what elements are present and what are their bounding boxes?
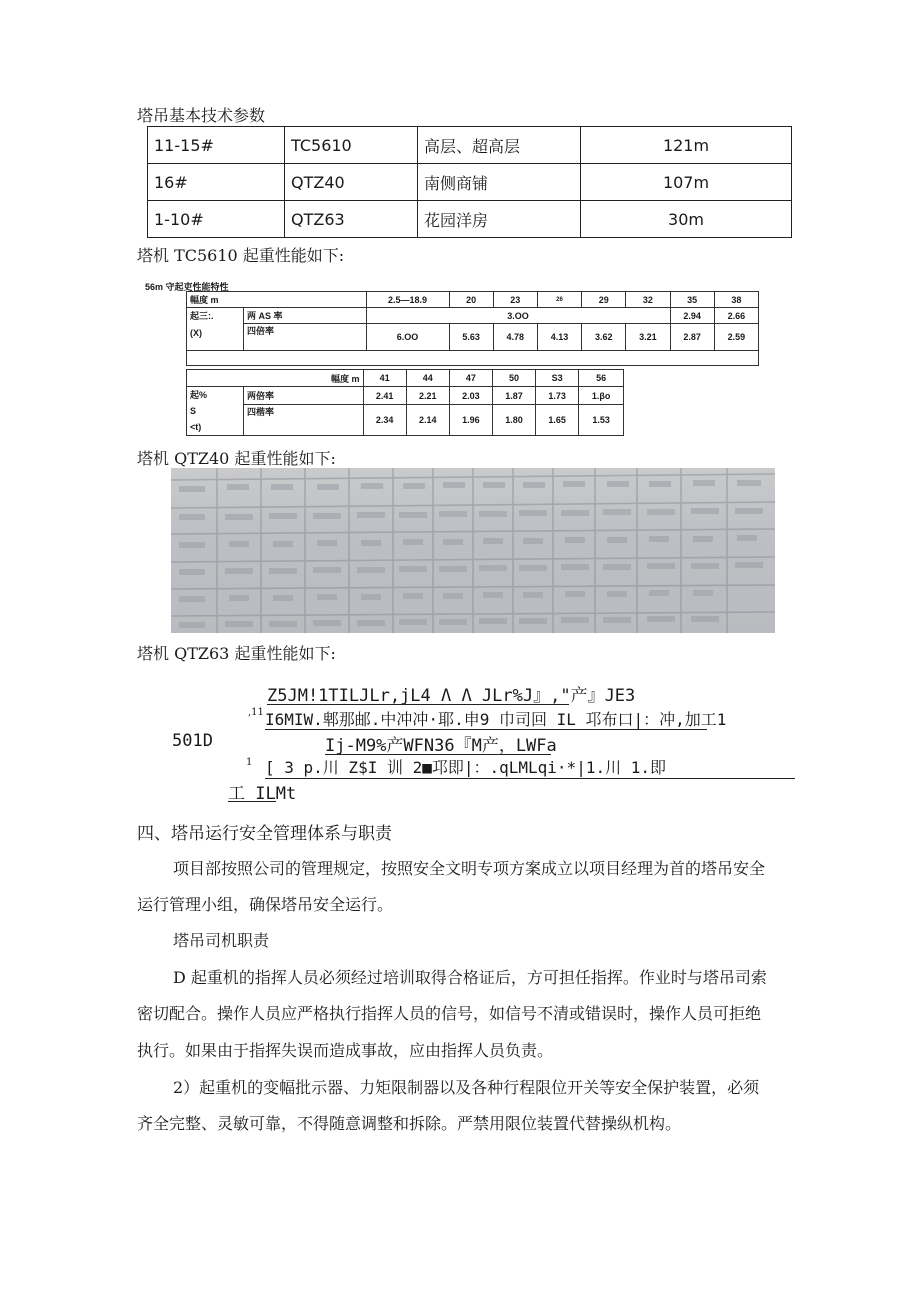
table-cell: 2.03 — [449, 387, 492, 405]
lift-label-s: S — [190, 406, 197, 416]
table-row — [187, 405, 624, 436]
lift-unit: <t) — [190, 422, 202, 432]
table-cell: 23 — [493, 292, 537, 308]
table-cell: 四楷率 — [244, 405, 364, 436]
para-2-line-3: 执行。如果由于指挥失误而造成事故，应由指挥人员负责。 — [137, 1041, 554, 1060]
table-cell: 121m — [581, 127, 792, 164]
tc5610-table-title: 56m 守起吏性能特性 — [145, 282, 229, 292]
tc5610-load-table-part2 — [186, 369, 624, 436]
table-cell: 3.21 — [626, 324, 670, 351]
table-spacer — [187, 351, 759, 366]
qtz40-load-table-photo — [171, 468, 775, 633]
garbled-line-5: 工 ILMt — [228, 784, 297, 804]
table-cell: TC5610 — [285, 127, 418, 164]
table-cell: 高层、超高层 — [418, 127, 581, 164]
para-1-line-1: 项目部按照公司的管理规定，按照安全文明专项方案成立以项目经理为首的塔吊安全 — [173, 859, 766, 878]
table-cell: 47 — [449, 370, 492, 387]
table-cell: 3.62 — [582, 324, 626, 351]
para-1-line-2: 运行管理小组，确保塔吊安全运行。 — [137, 895, 394, 914]
table-row — [187, 387, 624, 405]
garbled-superscript: ,11 — [248, 707, 264, 718]
table-row — [187, 308, 759, 324]
table-row — [148, 201, 792, 238]
para-3-line-2: 齐全完整、灵敏可靠，不得随意调整和拆除。严禁用限位装置代替操纵机构。 — [137, 1114, 682, 1133]
para-2-line-1: D 起重机的指挥人员必须经过培训取得合格证后，方可担任指挥。作业时与塔吊司索 — [173, 968, 767, 987]
table-cell: 38 — [714, 292, 758, 308]
table-cell: 56 — [579, 370, 624, 387]
garbled-line-4: [ 3 p.川 Z$I 训 2■邛即|：.qLMLqi·*|1.川 1.即 — [265, 758, 666, 777]
table-cell: QTZ40 — [285, 164, 418, 201]
table-cell: 3.OO — [366, 308, 670, 324]
table-cell: 2.34 — [363, 405, 406, 436]
table-cell: 2.14 — [406, 405, 449, 436]
table-cell: 2.5—18.9 — [366, 292, 449, 308]
table-row — [187, 292, 759, 308]
table-cell: 2.66 — [714, 308, 758, 324]
table-cell: 4.78 — [493, 324, 537, 351]
para-3-line-1: 2）起重机的变幅批示器、力矩限制器以及各种行程限位开关等安全保护装置，必须 — [173, 1078, 760, 1097]
tower-crane-spec-table — [147, 126, 792, 238]
table-cell: 41 — [363, 370, 406, 387]
section-heading: 四、塔吊运行安全管理体系与职责 — [137, 824, 392, 844]
table-cell: 四倍率 — [244, 324, 367, 351]
underline — [265, 778, 795, 779]
table-cell: 1.80 — [492, 405, 535, 436]
table-cell: 南侧商铺 — [418, 164, 581, 201]
table-cell: 1.96 — [449, 405, 492, 436]
table-cell: 32 — [626, 292, 670, 308]
underline — [267, 704, 569, 705]
table-cell: 5.63 — [449, 324, 493, 351]
para-2-line-2: 密切配合。操作人员应严格执行指挥人员的信号，如信号不清或错误时，操作人员可拒绝 — [137, 1004, 762, 1023]
table-cell: 2.41 — [363, 387, 406, 405]
table-cell: 幅度 m — [187, 370, 364, 387]
table-row — [187, 370, 624, 387]
table-cell: 2.87 — [670, 324, 714, 351]
subheading: 塔吊司机职责 — [173, 931, 270, 950]
table-cell: 两倍率 — [244, 387, 364, 405]
table-cell: 1.53 — [579, 405, 624, 436]
garbled-line-1: Z5JM!1TILJLr,jL4 Λ Λ JLr%J』,"产』JE3 — [267, 686, 636, 706]
table-cell: 1-10# — [148, 201, 285, 238]
underline — [228, 801, 276, 802]
table-cell: QTZ63 — [285, 201, 418, 238]
table-cell: 两 AS 率 — [244, 308, 367, 324]
table-cell: 30m — [581, 201, 792, 238]
table-cell: 2.59 — [714, 324, 758, 351]
table-cell: 11-15# — [148, 127, 285, 164]
garbled-line-2: I6MIW.郫那邮.中冲冲·耶.申9 巾司回 IL 邛布口|：冲,加工1 — [265, 710, 727, 729]
table-cell: 16# — [148, 164, 285, 201]
qtz40-caption: 塔机 QTZ40 起重性能如下: — [137, 449, 336, 468]
photo-grid — [171, 468, 775, 633]
table-cell: 6.OO — [366, 324, 449, 351]
underline — [265, 729, 707, 730]
qtz63-caption: 塔机 QTZ63 起重性能如下: — [137, 644, 336, 663]
table-cell: 幅度 m — [187, 292, 367, 308]
table-cell: 花园洋房 — [418, 201, 581, 238]
table-cell: 2.94 — [670, 308, 714, 324]
lift-label: 起三:. — [190, 311, 214, 321]
garbled-line-3: Ij-M9%产WFN36『M产，LWFa — [325, 736, 557, 756]
spec-caption: 塔吊基本技术参数 — [137, 106, 266, 125]
garbled-left-label: 501D — [172, 731, 213, 751]
table-cell: 1.βo — [579, 387, 624, 405]
table-cell: 26 — [537, 292, 581, 308]
garbled-superscript: 1 — [246, 757, 253, 768]
lift-unit: (X) — [190, 328, 202, 338]
table-cell: 1.87 — [492, 387, 535, 405]
table-cell: S3 — [536, 370, 579, 387]
table-cell: 2.21 — [406, 387, 449, 405]
table-cell: 29 — [582, 292, 626, 308]
table-cell: 1.73 — [536, 387, 579, 405]
table-cell — [187, 387, 244, 436]
table-row — [187, 351, 759, 366]
tc5610-load-table-part1 — [186, 291, 759, 366]
table-row — [148, 127, 792, 164]
table-cell: 50 — [492, 370, 535, 387]
table-cell: 35 — [670, 292, 714, 308]
lift-label: 起% — [190, 390, 208, 400]
table-cell: 44 — [406, 370, 449, 387]
table-cell: 4.13 — [537, 324, 581, 351]
table-cell — [187, 308, 244, 351]
table-cell: 20 — [449, 292, 493, 308]
table-row — [148, 164, 792, 201]
table-cell: 1.65 — [536, 405, 579, 436]
tc5610-caption: 塔机 TC5610 起重性能如下: — [137, 246, 345, 265]
table-row — [187, 324, 759, 351]
table-cell: 107m — [581, 164, 792, 201]
